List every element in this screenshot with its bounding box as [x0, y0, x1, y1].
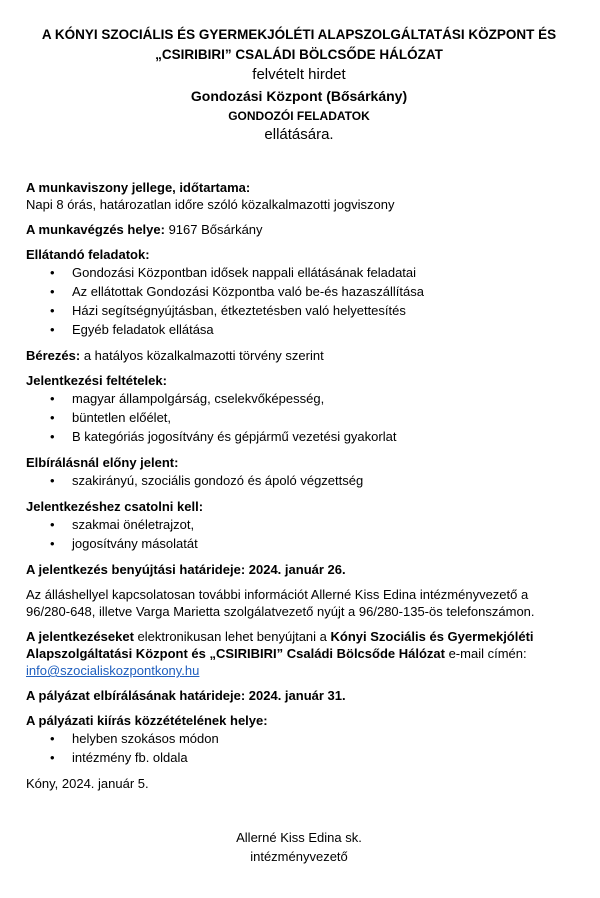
advantage-list: [26, 471, 572, 490]
decision-deadline: A pályázat elbírálásának határideje: 2024. január 31.: [26, 688, 346, 703]
list-item: • helyben szokásos módon: [72, 729, 572, 748]
list-item: • jogosítvány másolatát: [72, 534, 572, 553]
workplace-value: 9167 Bősárkány: [164, 222, 263, 237]
contact-info-line2: 96/280-648, illetve Varga Marietta szolgálatvezető nyújt a 96/280-135-ös telefonszámon.: [26, 604, 535, 619]
tasks-section: [26, 246, 572, 339]
publication-list: [26, 729, 572, 767]
announce-text: felvételt hirdet: [252, 66, 346, 83]
document-header: [26, 0, 572, 145]
attachments-list: [26, 515, 572, 553]
publication-section: [26, 712, 572, 767]
submission-info: [26, 628, 572, 679]
date-place: Kóny, 2024. január 5.: [26, 776, 149, 791]
list-item: • Az ellátottak Gondozási Központba való be-és hazaszállítása: [72, 282, 572, 301]
employment-section: [26, 179, 572, 213]
publication-label: A pályázati kiírás közzétételének helye:: [26, 713, 268, 728]
signature-title: intézményvezető: [250, 849, 348, 864]
employment-label: A munkaviszony jellege, időtartama:: [26, 180, 251, 195]
submission-part1: A jelentkezéseket: [26, 629, 134, 644]
workplace-section: [26, 221, 572, 238]
contact-info: [26, 586, 572, 620]
requirements-section: [26, 372, 572, 446]
list-item: • Házi segítségnyújtásban, étkeztetésben való helyettesítés: [72, 301, 572, 320]
role-name: GONDOZÓI FELADATOK: [228, 109, 370, 123]
list-item: • szakmai önéletrajzot,: [72, 515, 572, 534]
signature-block: [26, 828, 572, 866]
submission-email-label: e-mail címén:: [444, 646, 527, 661]
institution-title-line1: A KÓNYI SZOCIÁLIS ÉS GYERMEKJÓLÉTI ALAPSZOLGÁLTATÁSI KÖZPONT ÉS: [41, 27, 557, 42]
tasks-list: [26, 263, 572, 339]
center-name: Gondozási Központ (Bősárkány): [190, 88, 408, 104]
list-item: • B kategóriás jogosítvány és gépjármű vezetési gyakorlat: [72, 427, 572, 446]
institution-title-line2: „CSIRIBIRI” CSALÁDI BÖLCSŐDE HÁLÓZAT: [155, 47, 443, 62]
list-item: • Gondozási Központban idősek nappali ellátásának feladatai: [72, 263, 572, 282]
list-item: • szakirányú, szociális gondozó és ápoló végzettség: [72, 471, 572, 490]
signature-name: Allerné Kiss Edina sk.: [236, 830, 362, 845]
requirements-label: Jelentkezési feltételek:: [26, 373, 167, 388]
salary-label: Bérezés:: [26, 348, 81, 363]
submission-institution: Alapszolgáltatási Központ és „CSIRIBIRI” Családi Bölcsőde Hálózat: [26, 646, 445, 661]
contact-info-line1: Az álláshellyel kapcsolatosan további információt Allerné Kiss Edina intézményvezető a: [26, 587, 529, 602]
list-item: • magyar állampolgárság, cselekvőképesség,: [72, 389, 572, 408]
requirements-list: [26, 389, 572, 446]
submission-part3: Kónyi Szociális és Gyermekjóléti: [330, 629, 534, 644]
advantage-label: Elbírálásnál előny jelent:: [26, 455, 179, 470]
email-link[interactable]: info@szocialiskozpontkony.hu: [26, 663, 200, 678]
workplace-label: A munkavégzés helye:: [26, 222, 165, 237]
for-text: ellátására.: [264, 126, 334, 143]
submission-part2: elektronikusan lehet benyújtani a: [133, 629, 331, 644]
list-item: • intézmény fb. oldala: [72, 748, 572, 767]
salary-section: [26, 347, 572, 364]
attachments-label: Jelentkezéshez csatolni kell:: [26, 499, 204, 514]
list-item: • Egyéb feladatok ellátása: [72, 320, 572, 339]
salary-value: a hatályos közalkalmazotti törvény szerint: [80, 348, 324, 363]
advantage-section: [26, 454, 572, 490]
tasks-label: Ellátandó feladatok:: [26, 247, 150, 262]
employment-value: Napi 8 órás, határozatlan időre szóló közalkalmazotti jogviszony: [26, 197, 395, 212]
application-deadline: A jelentkezés benyújtási határideje: 2024. január 26.: [26, 562, 346, 577]
list-item: • büntetlen előélet,: [72, 408, 572, 427]
attachments-section: [26, 498, 572, 553]
